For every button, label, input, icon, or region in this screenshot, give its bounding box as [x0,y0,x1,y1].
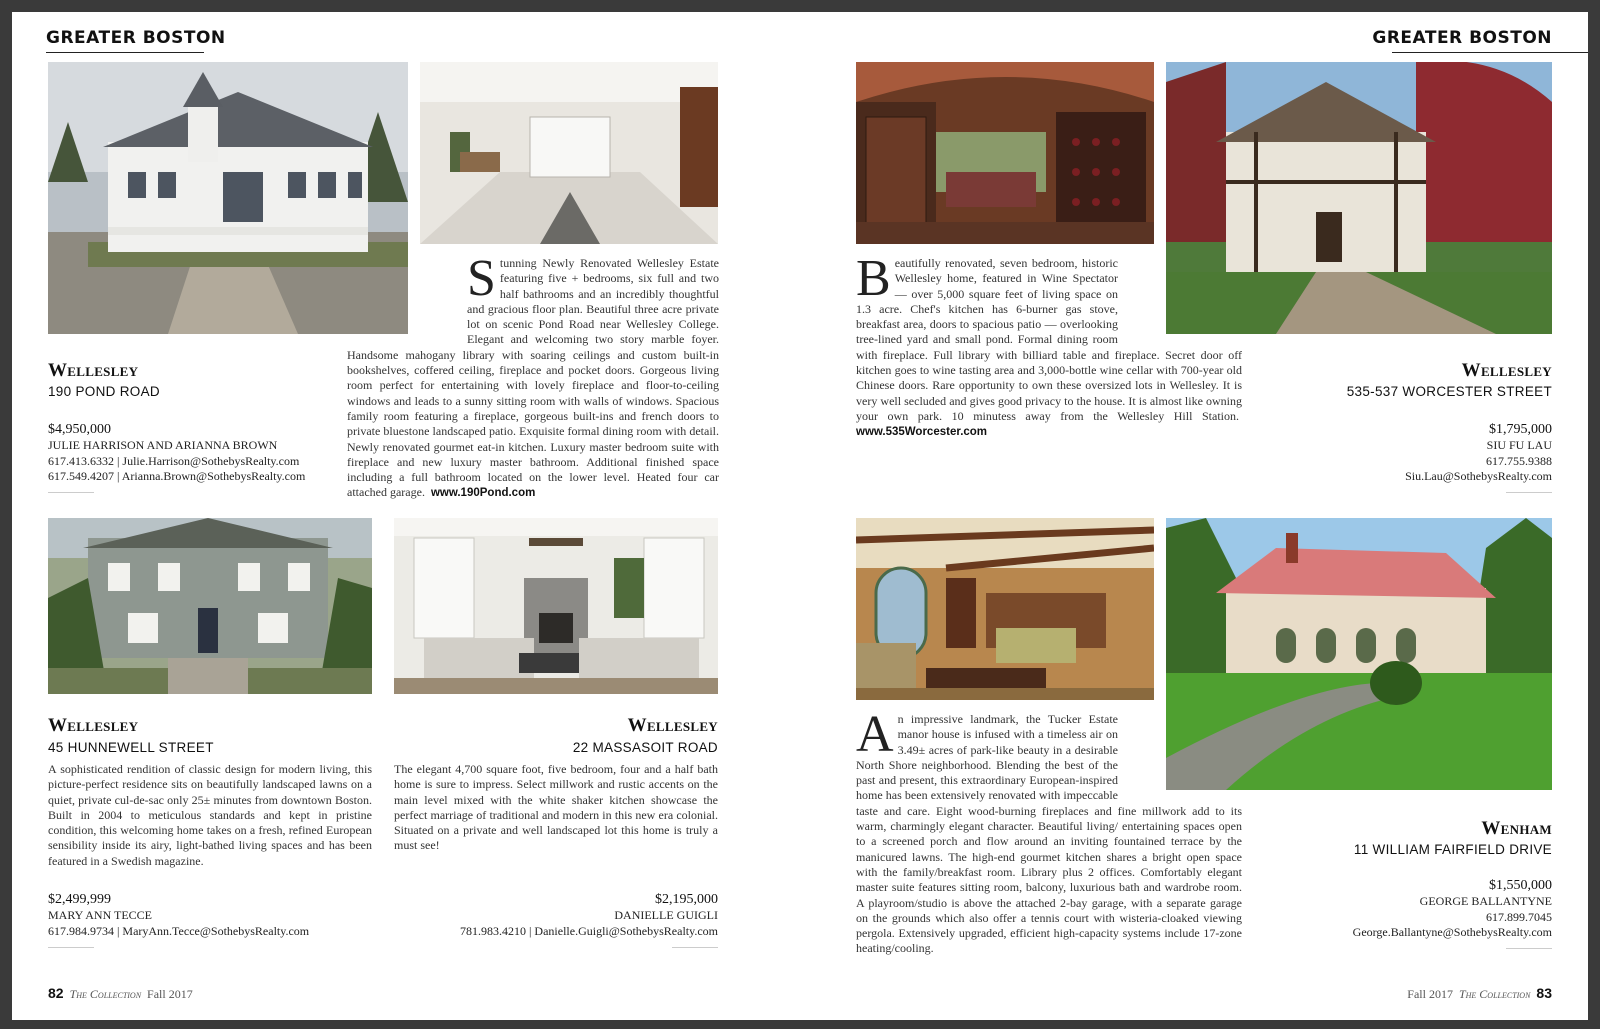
page-number: 82 [48,985,64,1001]
issue-name: Fall 2017 [1407,987,1453,1001]
agent-name: MARY ANN TECCE [48,908,153,922]
agent-contact[interactable]: 781.983.4210 | Danielle.Guigli@SothebysRealty.com [460,923,718,938]
listing-town-wenham: Wenham [1481,818,1552,839]
issue-name: Fall 2017 [147,987,193,1001]
drop-cap: B [856,250,891,307]
listing-url-190-pond[interactable]: www.190Pond.com [430,487,536,500]
listing-price-535-worcester: $1,795,000 [1489,422,1552,437]
divider [48,947,94,948]
page-82 [12,12,802,1020]
agent-name: GEORGE BALLANTYNE [1419,894,1552,908]
header-rule-left [46,52,204,53]
agent-name: SIU FU LAU [1486,438,1552,452]
listing-description-535-worcester: Beautifully renovated, seven bedroom, historic Wellesley home, featured in Wine Spectator — over 5,000 square feet of living space on 1.3 acre. Chef's kitchen has 6-burner gas stove, breakfast area, doors to spacious patio — overlooking tree-lined yard and small pond. Formal dining room with fireplace. Full library with billiard table and fireplace. Secret door off kitchen goes to wine tasting area and 3,000-bottle wine cellar with 700-year old Chinese doors. Rare opportunity to own these oversized lots in Wellesley. It is very well secluded and gives good privacy to the house. It is almost like owning your own park. 10 minutess away from the Wellesley Hill Station. www.535Worcester.com [856,250,1242,439]
listing-address-wenham: 11 WILLIAM FAIRFIELD DRIVE [1353,842,1552,857]
photo-45-hunnewell [48,518,372,694]
listing-description-190-pond: Stunning Newly Renovated Wellesley Estate featuring five + bedrooms, six full and two half bathrooms and an incredibly thoughtful and gracious floor plan. Beautiful three acre private lot on scenic Pond Road near Wellesley College. Elegant and welcoming two story marble foyer. Handsome mahogany library with soaring ceilings and custom built-in bookshelves, coffered ceiling, fireplace and pocket doors. Gorgeous living room perfect for entertaining with lovely fireplace and floor-to-ceiling windows and leads to a sunny sitting room with walls of windows. Spacious family room featuring a fireplace, gorgeous built-ins and french doors to private bluestone landscaped patio. Exquisite formal dining room with detail. Newly renovated gourmet eat-in kitchen. Luxury master bedroom suite with fireplace and new luxury master bathroom. Additional finished space including a full bathroom located on the lower level. Heated four car attached garage. www.190Pond.com [347,250,719,500]
page-83 [802,12,1588,1020]
listing-address-535-worcester: 535-537 WORCESTER STREET [1346,384,1552,399]
publication-name: The Collection [69,987,142,1001]
section-header-right: GREATER BOSTON [1372,28,1552,48]
drop-cap: S [467,250,496,307]
agent-contact[interactable]: Siu.Lau@SothebysRealty.com [1405,469,1552,483]
text-wrap-spacer [1118,712,1242,796]
photo-22-massasoit [394,518,718,694]
listing-agent-45-hunnewell [48,908,309,939]
photo-535-worcester-wine-cellar [856,62,1154,244]
listing-address-190-pond: 190 POND ROAD [48,384,160,399]
listing-price-45-hunnewell: $2,499,999 [48,892,111,907]
listing-price-wenham: $1,550,000 [1489,878,1552,893]
text-wrap-spacer [347,256,467,340]
agent-contact[interactable]: 617.755.9388 [1486,453,1552,468]
listing-price-22-massasoit: $2,195,000 [655,892,718,907]
listing-agent-190-pond [48,438,305,485]
header-rule-right [1392,52,1588,53]
listing-town-22-massasoit: Wellesley [627,715,718,736]
agent-contact[interactable]: 617.549.4207 | Arianna.Brown@SothebysRealty.com [48,469,306,483]
divider [1506,492,1552,493]
folio-right [1407,985,1552,1002]
folio-left [48,985,193,1002]
photo-190-pond-foyer [420,62,718,244]
listing-town-45-hunnewell: Wellesley [48,715,139,736]
agent-name: DANIELLE GUIGLI [614,908,718,922]
divider [1506,948,1552,949]
publication-name: The Collection [1458,987,1531,1001]
listing-agent-535-worcester [1405,438,1552,485]
agent-name: JULIE HARRISON AND ARIANNA BROWN [48,438,278,452]
listing-address-45-hunnewell: 45 HUNNEWELL STREET [48,740,214,755]
agent-contact[interactable]: 617.413.6332 | Julie.Harrison@SothebysRealty.com [48,453,300,468]
drop-cap: A [856,706,894,763]
listing-address-22-massasoit: 22 MASSASOIT ROAD [572,740,718,755]
page-number: 83 [1536,985,1552,1001]
listing-agent-22-massasoit [460,908,718,939]
divider [672,947,718,948]
agent-contact[interactable]: 617.984.9734 | MaryAnn.Tecce@SothebysRealty.com [48,923,310,938]
listing-description-wenham: An impressive landmark, the Tucker Estate manor house is infused with a timeless air on 3.49± acres of park-like beauty in a desirable North Shore neighborhood. Blending the best of the past and present, this extraordinary European-inspired home has been extensively renovated with impeccable taste and care. Eight wood-burning fireplaces and fine millwork add to its warm, charmingly elegant character. Beautiful living/ entertaining spaces open to a screened porch and flow around an inviting fountained terrace by the manicured lawns. The high-end gourmet kitchen shares a bright open space with the family/breakfast room. Library plus 2 offices. Comfortably elegant master suite features sitting room, balcony, luxurious bath and wardrobe room. A playroom/studio is above the attached 2-bay garage, with a separate garage on the grounds which also offer a tennis court with wisteria-cloaked viewing pergola. Extensively upgraded, efficient high-capacity systems include 17-zone heating/cooling. [856,706,1242,956]
photo-wenham-interior [856,518,1154,700]
listing-agent-wenham [1353,894,1552,941]
listing-description-22-massasoit: The elegant 4,700 square foot, five bedroom, four and a half bath home is sure to impress. Select millwork and rustic accents on the main level mixed with the white shaker kitchen showcase the perfect marriage of traditional and modern in this new era colonial. Situated on a private and well landscaped lot this home is truly a must see! [394,762,718,853]
listing-url-535-worcester[interactable]: www.535Worcester.com [856,426,988,439]
agent-contact[interactable]: 617.899.7045 [1486,909,1552,924]
agent-contact[interactable]: George.Ballantyne@SothebysRealty.com [1352,925,1552,939]
listing-town-535-worcester: Wellesley [1461,360,1552,381]
section-header-left: GREATER BOSTON [46,28,226,48]
listing-description-45-hunnewell: A sophisticated rendition of classic design for modern living, this picture-perfect residence sits on beautifully landscaped lawns on a quiet, private cul-de-sac only 25± minutes from downtown Boston. Built in 2004 to meticulous standards and kept in pristine condition, this welcoming home takes on a fresh, refined European sensibility inside its airy, light-bathed living spaces and has been featured in a Swedish magazine. [48,762,372,868]
magazine-spread [12,12,1588,1020]
listing-town-190-pond: Wellesley [48,360,139,381]
listing-price-190-pond: $4,950,000 [48,422,111,437]
divider [48,492,94,493]
text-wrap-spacer [1118,256,1242,340]
